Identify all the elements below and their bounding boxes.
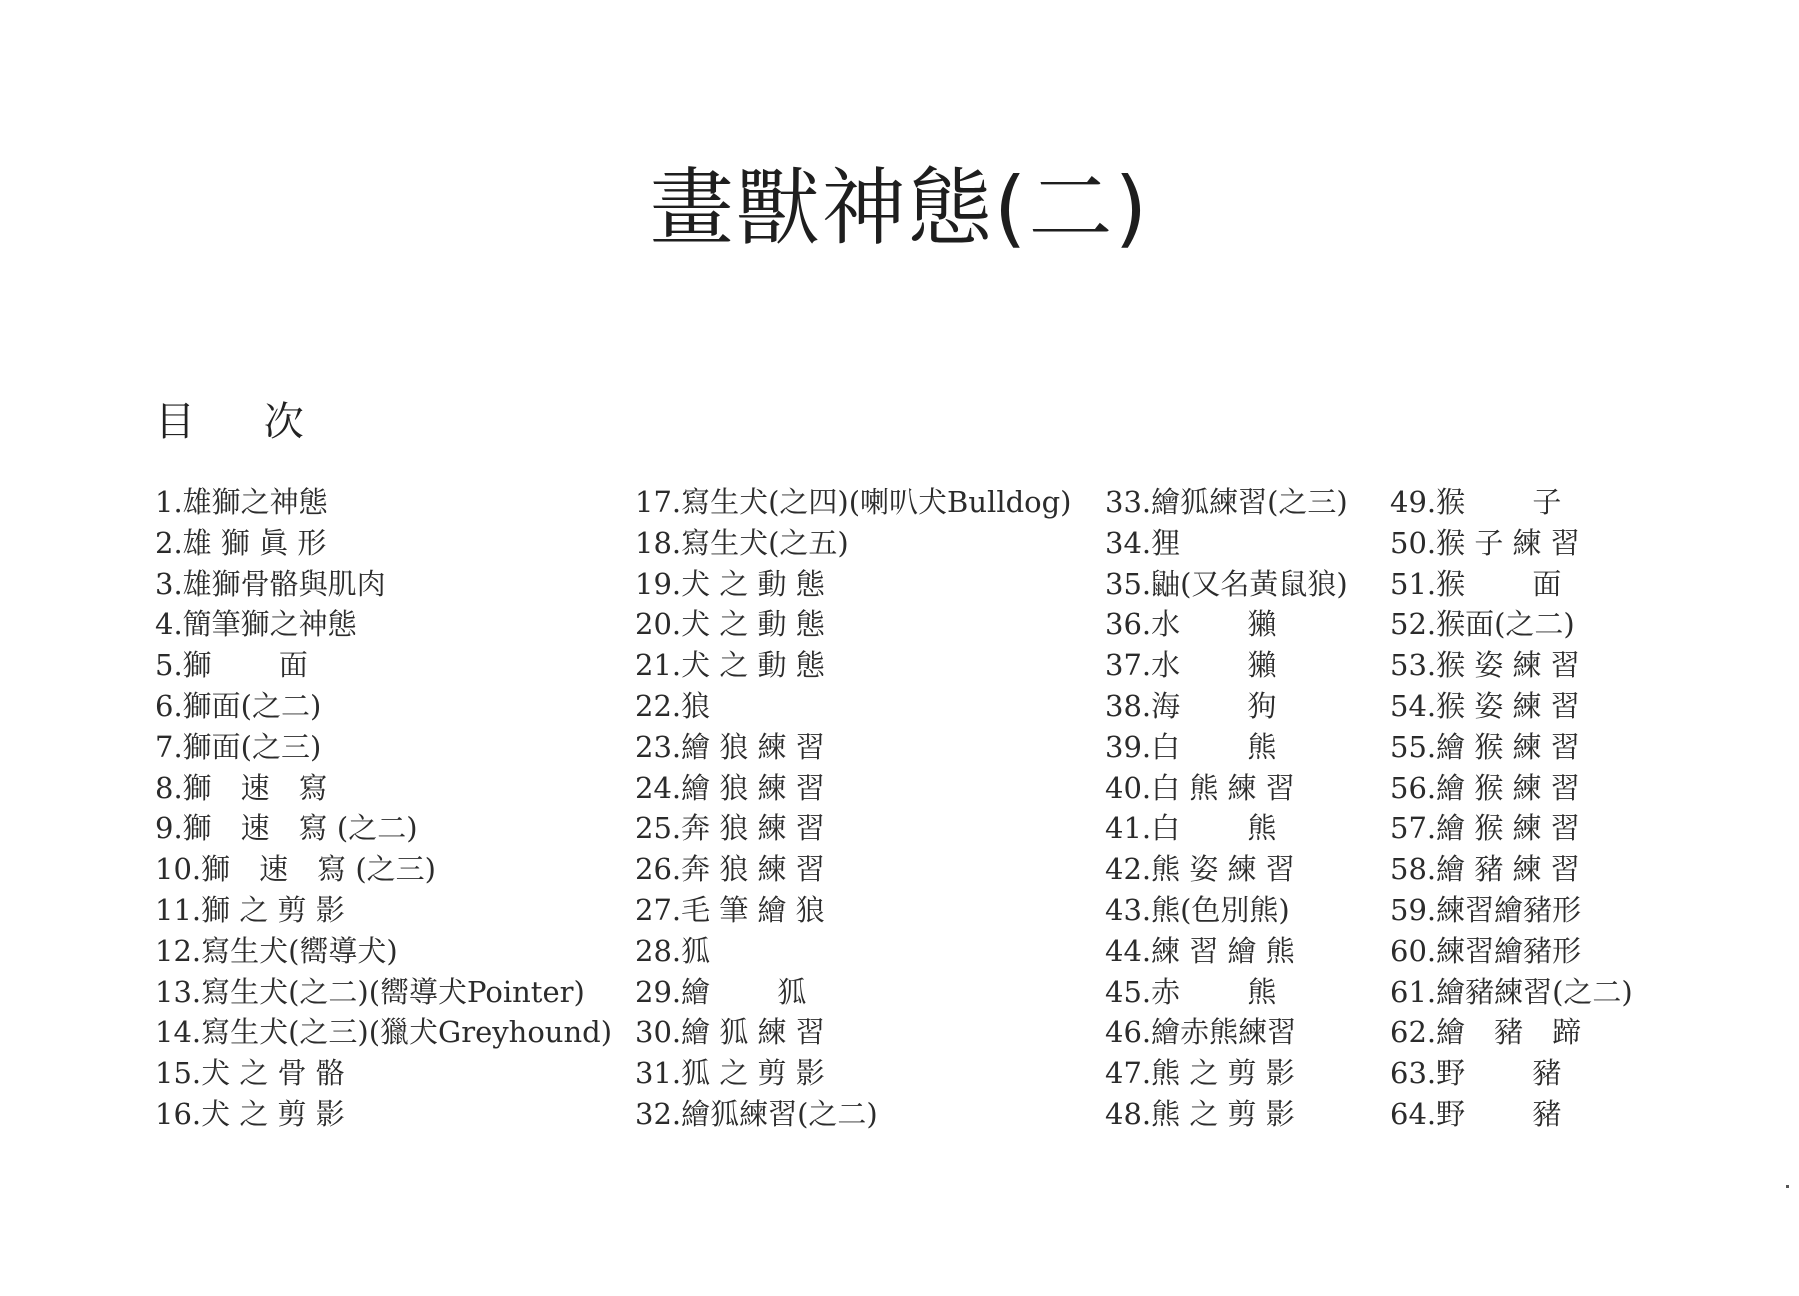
toc-entry: 56.繪 猴 練 習 [1390,770,1580,805]
toc-entry: 39.白 熊 [1105,729,1277,764]
toc-entry: 6.獅面(之二) [155,688,322,723]
toc-entry: 32.繪狐練習(之二) [635,1096,878,1131]
toc-entry: 63.野 豬 [1390,1056,1562,1091]
toc-entry: 49.猴 子 [1390,485,1562,519]
toc-entry: 35.鼬(又名黃鼠狼) [1105,566,1348,601]
toc-entry: 59.練習繪豬形 [1390,892,1582,927]
toc-entry: 43.熊(色別熊) [1105,892,1290,927]
toc-entry: 1.雄獅之神態 [155,485,328,519]
toc-entry: 13.寫生犬(之二)(嚮導犬Pointer) [155,974,585,1009]
toc-entry: 23.繪 狼 練 習 [635,729,825,764]
toc-entry: 33.繪狐練習(之三) [1105,485,1348,519]
toc-entry: 24.繪 狼 練 習 [635,770,825,805]
scan-speck [1786,1185,1789,1188]
toc-entry: 52.猴面(之二) [1390,607,1575,642]
toc-entry: 30.繪 狐 練 習 [635,1015,825,1050]
toc-entry: 46.繪赤熊練習 [1105,1015,1297,1050]
toc-entry: 60.練習繪豬形 [1390,933,1582,968]
toc-entry: 40.白 熊 練 習 [1105,770,1295,805]
toc-column-1 [155,482,612,1135]
toc-entry: 3.雄獅骨骼與肌肉 [155,566,386,601]
toc-entry: 64.野 豬 [1390,1096,1562,1131]
toc-entry: 17.寫生犬(之四)(喇叭犬Bulldog) [635,485,1072,519]
toc-entry: 5.獅 面 [155,648,308,683]
toc-entry: 29.繪 狐 [635,974,807,1009]
toc-entry: 37.水 獺 [1105,648,1277,683]
toc-entry: 42.熊 姿 練 習 [1105,852,1295,887]
toc-entry: 50.猴 子 練 習 [1390,525,1580,560]
toc-column-3 [1105,482,1348,1135]
toc-entry: 10.獅 速 寫 (之三) [155,852,436,887]
toc-entry: 45.赤 熊 [1105,974,1277,1009]
toc-entry: 47.熊 之 剪 影 [1105,1056,1295,1091]
toc-heading: 目 次 [155,399,332,445]
toc-entry: 25.奔 狼 練 習 [635,811,825,846]
toc-entry: 58.繪 豬 練 習 [1390,852,1580,887]
toc-entry: 12.寫生犬(嚮導犬) [155,933,398,968]
toc-entry: 44.練 習 繪 熊 [1105,933,1295,968]
toc-entry: 48.熊 之 剪 影 [1105,1096,1295,1131]
toc-entry: 11.獅 之 剪 影 [155,892,345,927]
toc-entry: 15.犬 之 骨 骼 [155,1056,345,1091]
toc-entry: 16.犬 之 剪 影 [155,1096,345,1131]
toc-entry: 26.奔 狼 練 習 [635,852,825,887]
toc-entry: 31.狐 之 剪 影 [635,1056,825,1091]
page-title: 畫獸神態(二) [649,159,1150,257]
toc-entry: 38.海 狗 [1105,688,1277,723]
toc-entry: 34.狸 [1105,525,1181,560]
toc-entry: 36.水 獺 [1105,607,1277,642]
toc-entry: 2.雄 獅 眞 形 [155,525,327,560]
toc-entry: 62.繪 豬 蹄 [1390,1015,1582,1050]
toc-entry: 51.猴 面 [1390,566,1562,601]
toc-entry: 22.狼 [635,688,711,723]
toc-entry: 54.猴 姿 練 習 [1390,688,1580,723]
toc-entry: 28.狐 [635,933,711,968]
toc-entry: 18.寫生犬(之五) [635,525,849,560]
toc-entry: 19.犬 之 動 態 [635,566,825,601]
toc-entry: 55.繪 猴 練 習 [1390,729,1580,764]
toc-entry: 4.簡筆獅之神態 [155,607,357,642]
toc-entry: 20.犬 之 動 態 [635,607,825,642]
toc-column-2 [635,482,1072,1135]
toc-entry: 14.寫生犬(之三)(獵犬Greyhound) [155,1015,613,1050]
toc-entry: 8.獅 速 寫 [155,770,328,805]
toc-entry: 21.犬 之 動 態 [635,648,825,683]
toc-entry: 61.繪豬練習(之二) [1390,974,1633,1009]
toc-entry: 53.猴 姿 練 習 [1390,648,1580,683]
toc-column-4 [1390,482,1633,1135]
toc-entry: 27.毛 筆 繪 狼 [635,892,825,927]
toc-entry: 57.繪 猴 練 習 [1390,811,1580,846]
toc-entry: 9.獅 速 寫 (之二) [155,811,418,846]
toc-entry: 7.獅面(之三) [155,729,322,764]
toc-entry: 41.白 熊 [1105,811,1277,846]
